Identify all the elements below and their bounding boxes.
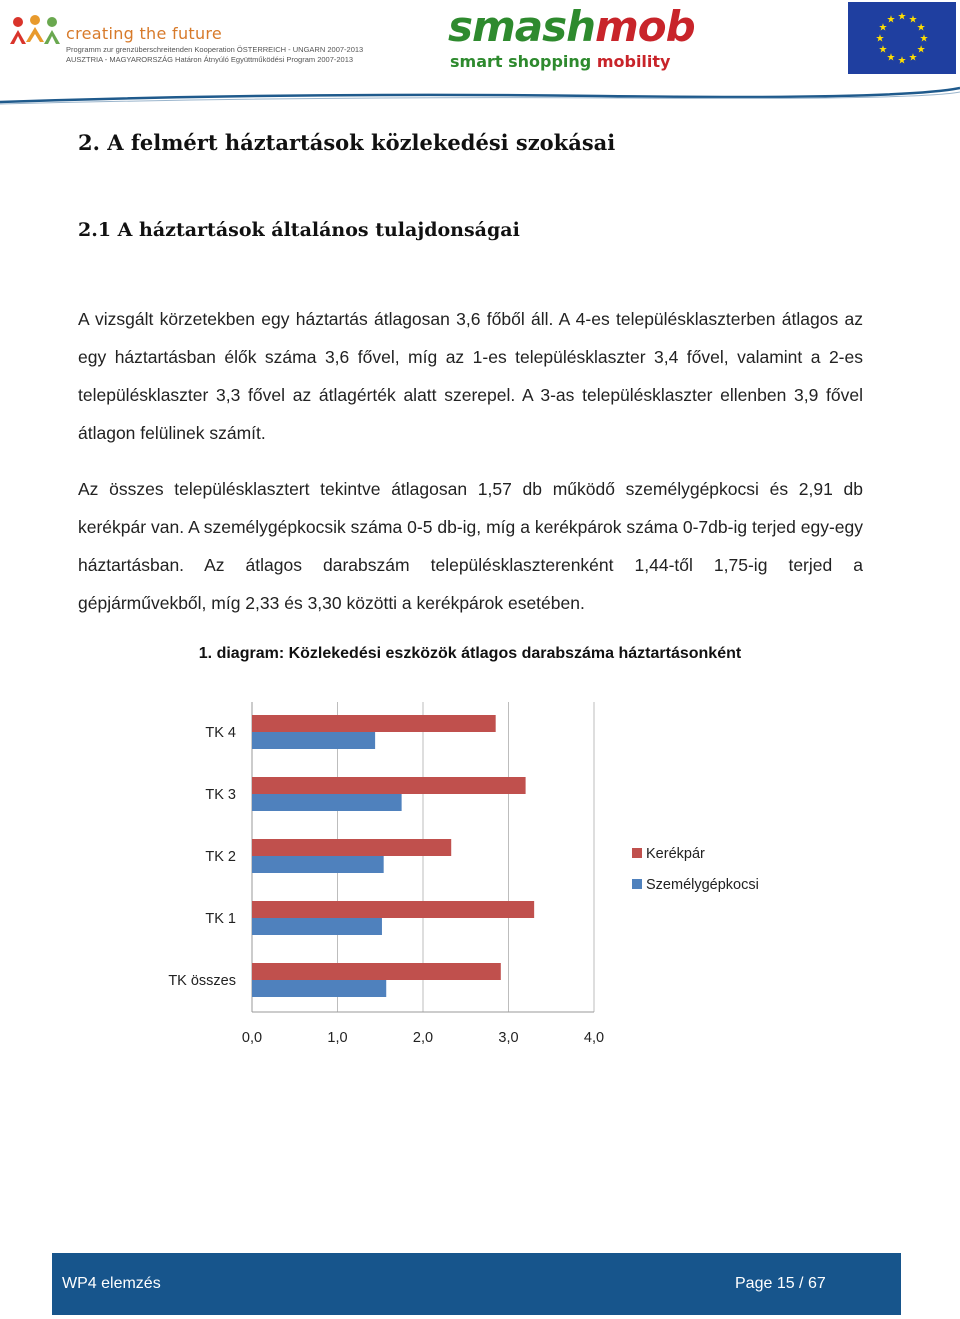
bar-kerekpar (252, 901, 534, 918)
eu-flag-icon (848, 2, 956, 74)
page-footer (52, 1253, 901, 1315)
category-label: TK 4 (205, 725, 236, 741)
x-tick-label: 1,0 (327, 1030, 348, 1046)
eu-star-icon: ★ (886, 52, 896, 64)
eu-star-icon: ★ (897, 55, 907, 67)
eu-star-icon: ★ (908, 14, 918, 26)
partner-logo-title: creating the future (66, 24, 223, 43)
smashmob-wordmark: smashmob (448, 2, 695, 51)
bar-chart (150, 690, 790, 1060)
eu-star-icon: ★ (878, 22, 888, 34)
eu-star-icon: ★ (875, 33, 885, 45)
category-label: TK összes (168, 973, 236, 989)
page-header (0, 0, 960, 110)
eu-star-icon: ★ (919, 33, 929, 45)
legend-label: Kerékpár (646, 846, 705, 862)
eu-star-icon: ★ (878, 44, 888, 56)
eu-star-icon: ★ (897, 11, 907, 23)
x-tick-label: 3,0 (498, 1030, 519, 1046)
partner-logo-line2: AUSZTRIA - MAGYARORSZÁG Határon Átnyúló Együttműködési Program 2007-2013 (66, 55, 354, 64)
eu-star-icon: ★ (916, 44, 926, 56)
category-label: TK 2 (205, 849, 236, 865)
legend-swatch (632, 879, 642, 889)
paragraph-1: A vizsgált körzetekben egy háztartás átlagosan 3,6 főből áll. A 4-es településklaszterben átlagos az egy háztartásban élők száma 3,6 fővel, míg az 1-es településklaszter 3,4 fővel, valamint a 2-es településklaszter 3,3 fővel az átlagérték alatt szerepel. A 3-as településklaszter ellenben 3,9 fővel átlagon felülinek számít. (78, 309, 863, 443)
bar-szemelygepkocsi (252, 856, 384, 873)
smashmob-tagline: smart shopping mobility (450, 52, 671, 71)
bar-szemelygepkocsi (252, 918, 382, 935)
x-tick-label: 0,0 (241, 1030, 263, 1046)
section-heading: 2. A felmért háztartások közlekedési szokásai (78, 130, 616, 155)
partner-logo-line1: Programm zur grenzüberschreitenden Kooperation ÖSTERREICH - UNGARN 2007-2013 (66, 45, 364, 54)
eu-stars-icon (848, 2, 956, 74)
x-tick-label: 4,0 (583, 1030, 605, 1046)
x-tick-label: 2,0 (412, 1030, 434, 1046)
header-divider-swoosh (0, 84, 960, 108)
smashmob-logo (448, 2, 695, 76)
legend-swatch (632, 848, 642, 858)
paragraph-2: Az összes településklasztert tekintve átlagosan 1,57 db működő személygépkocsi és 2,91 db kerékpár van. A személygépkocsik száma 0-5 db-ig, míg a kerékpárok száma 0-7db-ig terjed egy-egy háztartásban. Az átlagos darabszám településklaszterenként 1,44-től 1,75-ig terjed a gépjárművekből, míg 2,33 és 3,30 közötti a kerékpárok esetében. (78, 479, 863, 613)
bar-kerekpar (252, 715, 496, 732)
chart-caption: 1. diagram: Közlekedési eszközök átlagos darabszáma háztartásonként (198, 645, 742, 662)
bar-szemelygepkocsi (252, 794, 402, 811)
footer-page-number: Page 15 / 67 (735, 1275, 826, 1292)
category-label: TK 1 (205, 911, 236, 927)
bar-szemelygepkocsi (252, 732, 375, 749)
legend-label: Személygépkocsi (646, 877, 759, 893)
bar-kerekpar (252, 839, 451, 856)
bar-kerekpar (252, 777, 526, 794)
bar-kerekpar (252, 963, 501, 980)
subsection-heading: 2.1 A háztartások általános tulajdonságai (78, 219, 520, 241)
eu-star-icon: ★ (908, 52, 918, 64)
eu-star-icon: ★ (886, 14, 896, 26)
bar-szemelygepkocsi (252, 980, 386, 997)
eu-star-icon: ★ (916, 22, 926, 34)
category-label: TK 3 (205, 787, 236, 803)
creating-the-future-logo (8, 12, 364, 68)
people-logo-icon (8, 14, 64, 58)
footer-doc-name: WP4 elemzés (62, 1275, 161, 1292)
